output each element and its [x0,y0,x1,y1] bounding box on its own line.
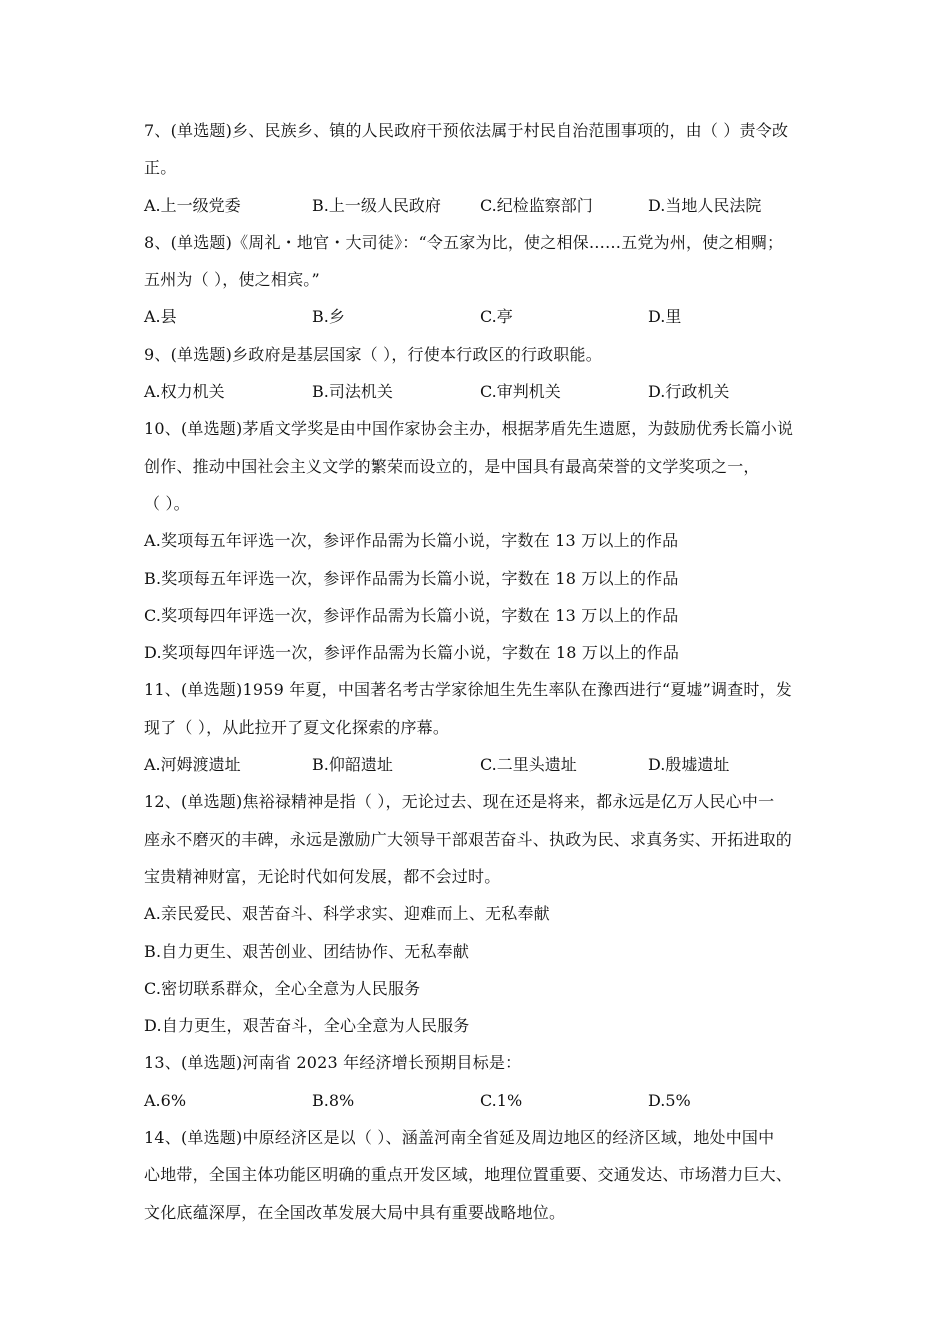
question-text: 12、(单选题)焦裕禄精神是指（ ），无论过去、现在还是将来，都永远是亿万人民心中一 [144,792,775,812]
options-row [144,187,824,224]
question-text: 正。 [144,158,177,178]
question-text: 14、(单选题)中原经济区是以（ ）、涵盖河南全省延及周边地区的经济区域，地处中国中 [144,1128,775,1148]
option-c: C.审判机关 [480,382,561,402]
question-text: 8、(单选题)《周礼・地官・大司徒》：“令五家为比，使之相保……五党为州，使之相赒； [144,232,784,252]
option-b: B.乡 [312,307,345,327]
option-d: D.殷墟遗址 [648,755,730,775]
question-7 [144,112,824,224]
option-c: C.二里头遗址 [480,755,577,775]
question-13 [144,1044,824,1119]
option-c: C.1% [480,1090,523,1110]
option-d: D.奖项每四年评选一次，参评作品需为长篇小说，字数在 18 万以上的作品 [144,643,680,663]
question-text: 现了（ ），从此拉开了夏文化探索的序幕。 [144,717,450,737]
question-8 [144,224,824,336]
option-c: C.奖项每四年评选一次，参评作品需为长篇小说，字数在 13 万以上的作品 [144,605,679,625]
question-text: 10、(单选题)茅盾文学奖是由中国作家协会主办，根据茅盾先生遗愿，为鼓励优秀长篇小说 [144,419,794,439]
option-d: D.5% [648,1090,691,1110]
option-a: A.上一级党委 [144,195,241,215]
question-text: 宝贵精神财富，无论时代如何发展，都不会过时。 [144,866,501,886]
options-row [144,746,824,783]
option-b: B.仰韶遗址 [312,755,393,775]
option-d: D.当地人民法院 [648,195,762,215]
question-text: 文化底蕴深厚，在全国改革发展大局中具有重要战略地位。 [144,1202,566,1222]
question-text: 创作、推动中国社会主义文学的繁荣而设立的，是中国具有最高荣誉的文学奖项之一， [144,456,760,476]
option-c: C.纪检监察部门 [480,195,593,215]
options-row [144,1082,824,1119]
question-text: 11、(单选题)1959 年夏，中国著名考古学家徐旭生先生率队在豫西进行“夏墟”调查时，发 [144,680,793,700]
option-a: A.县 [144,307,177,327]
option-a: A.河姆渡遗址 [144,755,241,775]
question-text: 13、(单选题)河南省 2023 年经济增长预期目标是： [144,1053,522,1073]
question-text: 座永不磨灭的丰碑，永远是激励广大领导干部艰苦奋斗、执政为民、求真务实、开拓进取的 [144,829,793,849]
options-row [144,373,824,410]
option-b: B.上一级人民政府 [312,195,441,215]
option-a: A.6% [144,1090,187,1110]
option-b: B.自力更生、艰苦创业、团结协作、无私奉献 [144,941,470,961]
option-d: D.里 [648,307,682,327]
question-text: （ ）。 [144,493,190,513]
question-text: 心地带，全国主体功能区明确的重点开发区域，地理位置重要、交通发达、市场潜力巨大、 [144,1165,793,1185]
question-text: 9、(单选题)乡政府是基层国家（ ），行使本行政区的行政职能。 [144,344,602,364]
question-12 [144,783,824,1044]
option-b: B.奖项每五年评选一次，参评作品需为长篇小说，字数在 18 万以上的作品 [144,568,679,588]
question-text: 7、(单选题)乡、民族乡、镇的人民政府干预依法属于村民自治范围事项的，由（ ）责令改 [144,121,789,140]
option-d: D.行政机关 [648,382,730,402]
option-a: A.亲民爱民、艰苦奋斗、科学求实、迎难而上、无私奉献 [144,904,550,924]
options-row [144,298,824,335]
option-b: B.司法机关 [312,382,393,402]
option-c: C.亭 [480,307,513,327]
option-d: D.自力更生，艰苦奋斗，全心全意为人民服务 [144,1016,470,1036]
option-a: A.奖项每五年评选一次，参评作品需为长篇小说，字数在 13 万以上的作品 [144,531,679,551]
question-14 [144,1119,824,1231]
question-10 [144,410,824,671]
option-a: A.权力机关 [144,382,225,402]
option-c: C.密切联系群众，全心全意为人民服务 [144,978,421,998]
document-page [144,112,824,1231]
option-b: B.8% [312,1090,355,1110]
question-text: 五州为（ ），使之相宾。” [144,270,320,290]
question-9 [144,336,824,411]
question-11 [144,671,824,783]
